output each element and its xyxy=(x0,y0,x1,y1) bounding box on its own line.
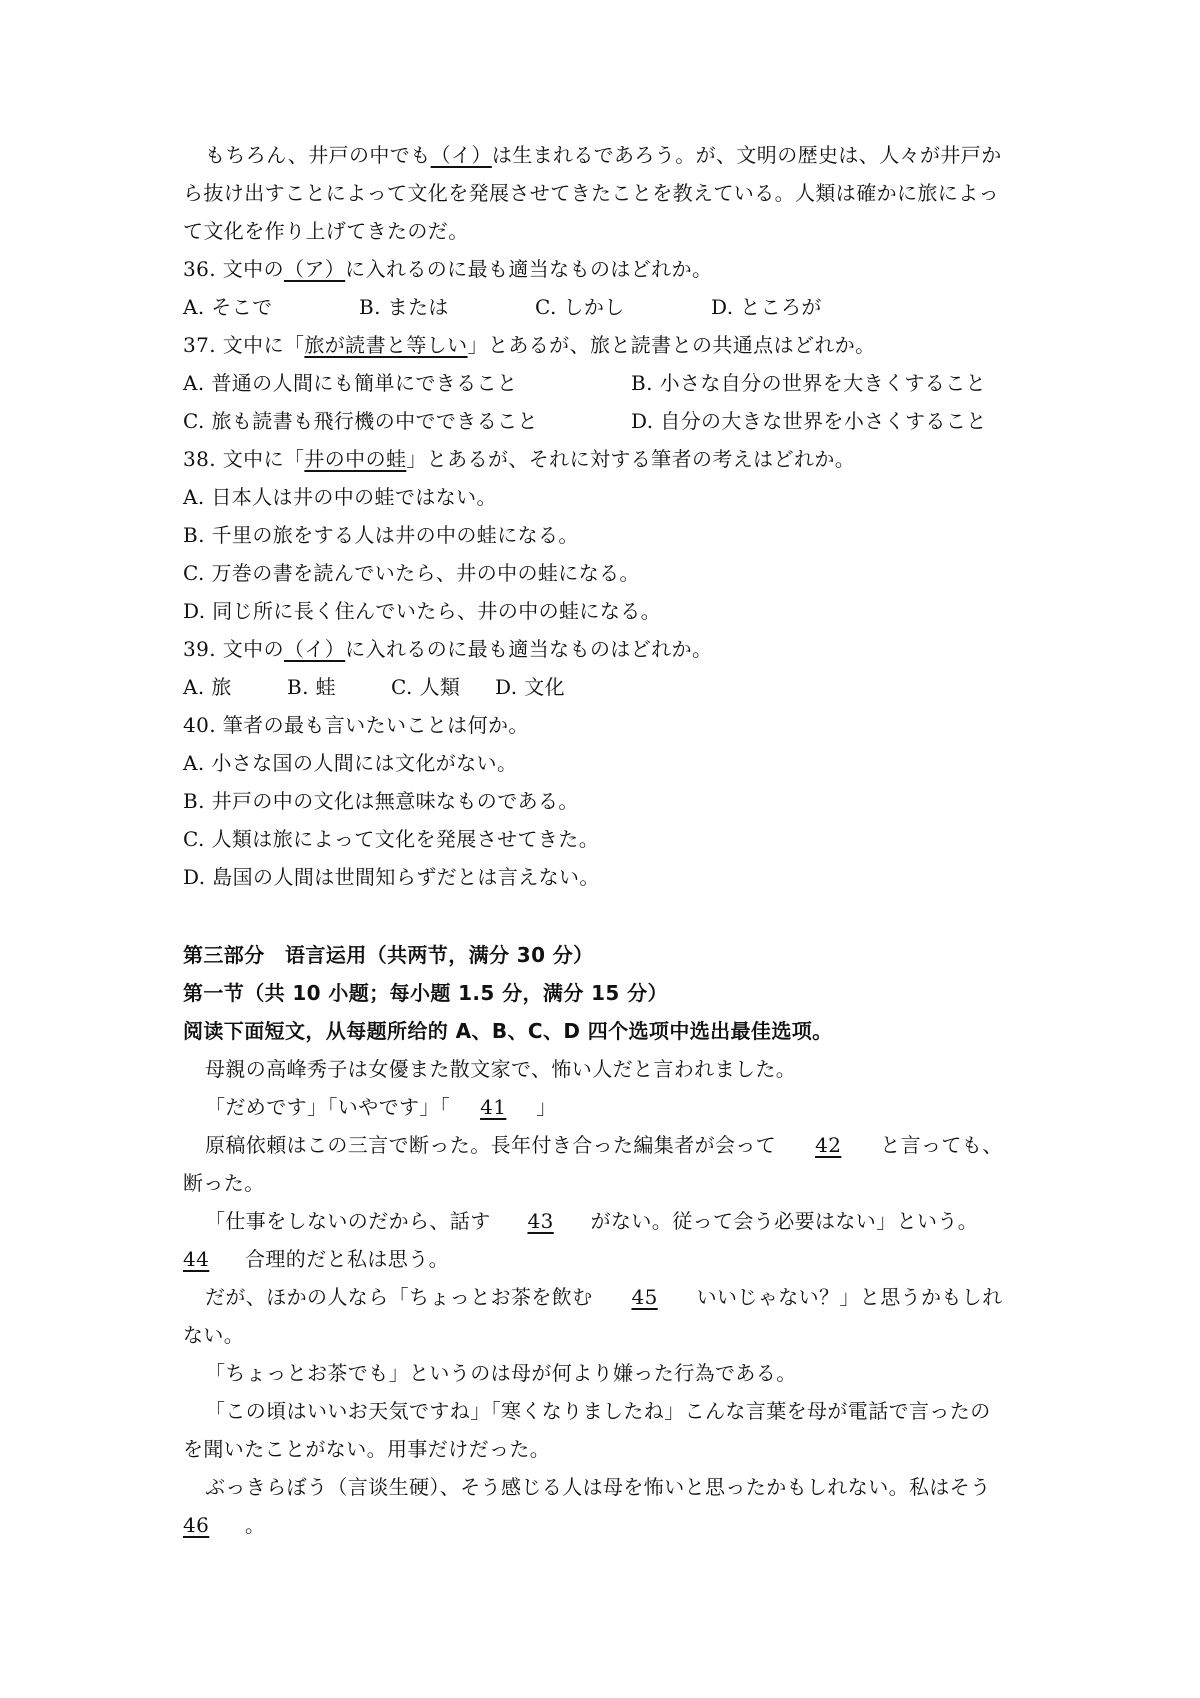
q40-option-d[interactable]: D. 島国の人間は世間知らずだとは言えない。 xyxy=(183,865,600,889)
q39-option-d[interactable]: D. 文化 xyxy=(495,675,566,699)
q38-quote: 井の中の蛙 xyxy=(304,447,407,471)
cloze-paragraph-cont: 44 合理的だと私は思う。 xyxy=(183,1240,1030,1278)
q36-options xyxy=(183,288,1030,326)
q36-option-c[interactable]: C. しかし xyxy=(535,295,625,319)
blank-i: （イ） xyxy=(430,143,492,167)
q36-option-d[interactable]: D. ところが xyxy=(711,295,822,319)
q39-option-c[interactable]: C. 人類 xyxy=(391,675,461,699)
passage-line: ら抜け出すことによって文化を発展させてきたことを教えている。人類は確かに旅によっ xyxy=(183,181,999,205)
question-37: 37. 文中に「旅が読書と等しい」とあるが、旅と読書との共通点はどれか。 xyxy=(183,333,876,357)
q36-option-a[interactable]: A. そこで xyxy=(183,295,273,319)
cloze-paragraph: だが、ほかの人なら「ちょっとお茶を飲む 45 いいじゃない？」と思うかもしれ xyxy=(183,1278,1030,1316)
q37-option-c[interactable]: C. 旅も読書も飛行機の中でできること xyxy=(183,409,538,433)
cloze-paragraph-cont: 46 。 xyxy=(183,1506,1030,1544)
question-39: 39. 文中の（イ）に入れるのに最も適当なものはどれか。 xyxy=(183,637,713,661)
q40-option-c[interactable]: C. 人類は旅によって文化を発展させてきた。 xyxy=(183,827,600,851)
q39-option-b[interactable]: B. 蛙 xyxy=(287,675,337,699)
q37-quote: 旅が読書と等しい xyxy=(304,333,468,357)
cloze-blank-42[interactable]: 42 xyxy=(815,1133,842,1157)
question-38: 38. 文中に「井の中の蛙」とあるが、それに対する筆者の考えはどれか。 xyxy=(183,447,856,471)
question-36: 36. 文中の（ア）に入れるのに最も適当なものはどれか。 xyxy=(183,257,713,281)
passage-line: て文化を作り上げてきたのだ。 xyxy=(183,219,469,243)
cloze-paragraph: 「この頃はいいお天気ですね」「寒くなりましたね」こんな言葉を母が電話で言ったの xyxy=(205,1399,991,1423)
q40-option-b[interactable]: B. 井戸の中の文化は無意味なものである。 xyxy=(183,789,579,813)
q37-option-a[interactable]: A. 普通の人間にも簡単にできること xyxy=(183,371,518,395)
blank-i: （イ） xyxy=(283,637,346,661)
cloze-paragraph-cont: 断った。 xyxy=(183,1171,265,1195)
question-40: 40. 筆者の最も言いたいことは何か。 xyxy=(183,713,529,737)
cloze-blank-43[interactable]: 43 xyxy=(527,1209,554,1233)
instruction-heading: 阅读下面短文，从每题所给的 A、B、C、D 四个选项中选出最佳选项。 xyxy=(183,1019,833,1043)
passage-line: もちろん、井戸の中でも（イ）は生まれるであろう。が、文明の歴史は、人々が井戸か xyxy=(205,143,1002,167)
q40-option-a[interactable]: A. 小さな国の人間には文化がない。 xyxy=(183,751,518,775)
q39-options xyxy=(183,668,1030,706)
q38-option-d[interactable]: D. 同じ所に長く住んでいたら、井の中の蛙になる。 xyxy=(183,599,662,623)
section-gap xyxy=(183,896,1030,936)
q37-options-row xyxy=(183,364,1030,402)
q36-option-b[interactable]: B. または xyxy=(359,295,449,319)
cloze-paragraph: ぶっきらぼう（言谈生硬）、そう感じる人は母を怖いと思ったかもしれない。私はそう xyxy=(205,1475,991,1499)
cloze-blank-45[interactable]: 45 xyxy=(631,1285,658,1309)
section-heading: 第三部分 语言运用（共两节，满分 30 分） xyxy=(183,943,594,967)
cloze-blank-41[interactable]: 41 xyxy=(480,1095,507,1119)
q38-option-c[interactable]: C. 万巻の書を読んでいたら、井の中の蛙になる。 xyxy=(183,561,640,585)
cloze-paragraph: 原稿依頼はこの三言で断った。長年付き合った編集者が会って 42 と言っても、 xyxy=(183,1126,1030,1164)
q38-option-b[interactable]: B. 千里の旅をする人は井の中の蛙になる。 xyxy=(183,523,579,547)
q37-option-b[interactable]: B. 小さな自分の世界を大きくすること xyxy=(631,371,987,395)
q38-option-a[interactable]: A. 日本人は井の中の蛙ではない。 xyxy=(183,485,497,509)
cloze-paragraph: 「ちょっとお茶でも」というのは母が何より嫌った行為である。 xyxy=(205,1361,797,1385)
q37-options-row xyxy=(183,402,1030,440)
q39-option-a[interactable]: A. 旅 xyxy=(183,675,232,699)
cloze-paragraph-cont: を聞いたことがない。用事だけだった。 xyxy=(183,1437,551,1461)
subsection-heading: 第一节（共 10 小题；每小题 1.5 分，满分 15 分） xyxy=(183,981,668,1005)
cloze-paragraph: 母親の高峰秀子は女優また散文家で、怖い人だと言われました。 xyxy=(205,1057,797,1081)
cloze-paragraph-cont: ない。 xyxy=(183,1323,245,1347)
cloze-paragraph: 「仕事をしないのだから、話す 43 がない。従って会う必要はない」という。 xyxy=(183,1202,1030,1240)
exam-page xyxy=(183,136,1030,1544)
cloze-blank-44[interactable]: 44 xyxy=(183,1247,210,1271)
blank-a: （ア） xyxy=(283,257,346,281)
q37-option-d[interactable]: D. 自分の大きな世界を小さくすること xyxy=(631,409,987,433)
cloze-blank-46[interactable]: 46 xyxy=(183,1513,210,1537)
cloze-paragraph: 「だめです」「いやです」「 41 」 xyxy=(183,1088,1030,1126)
